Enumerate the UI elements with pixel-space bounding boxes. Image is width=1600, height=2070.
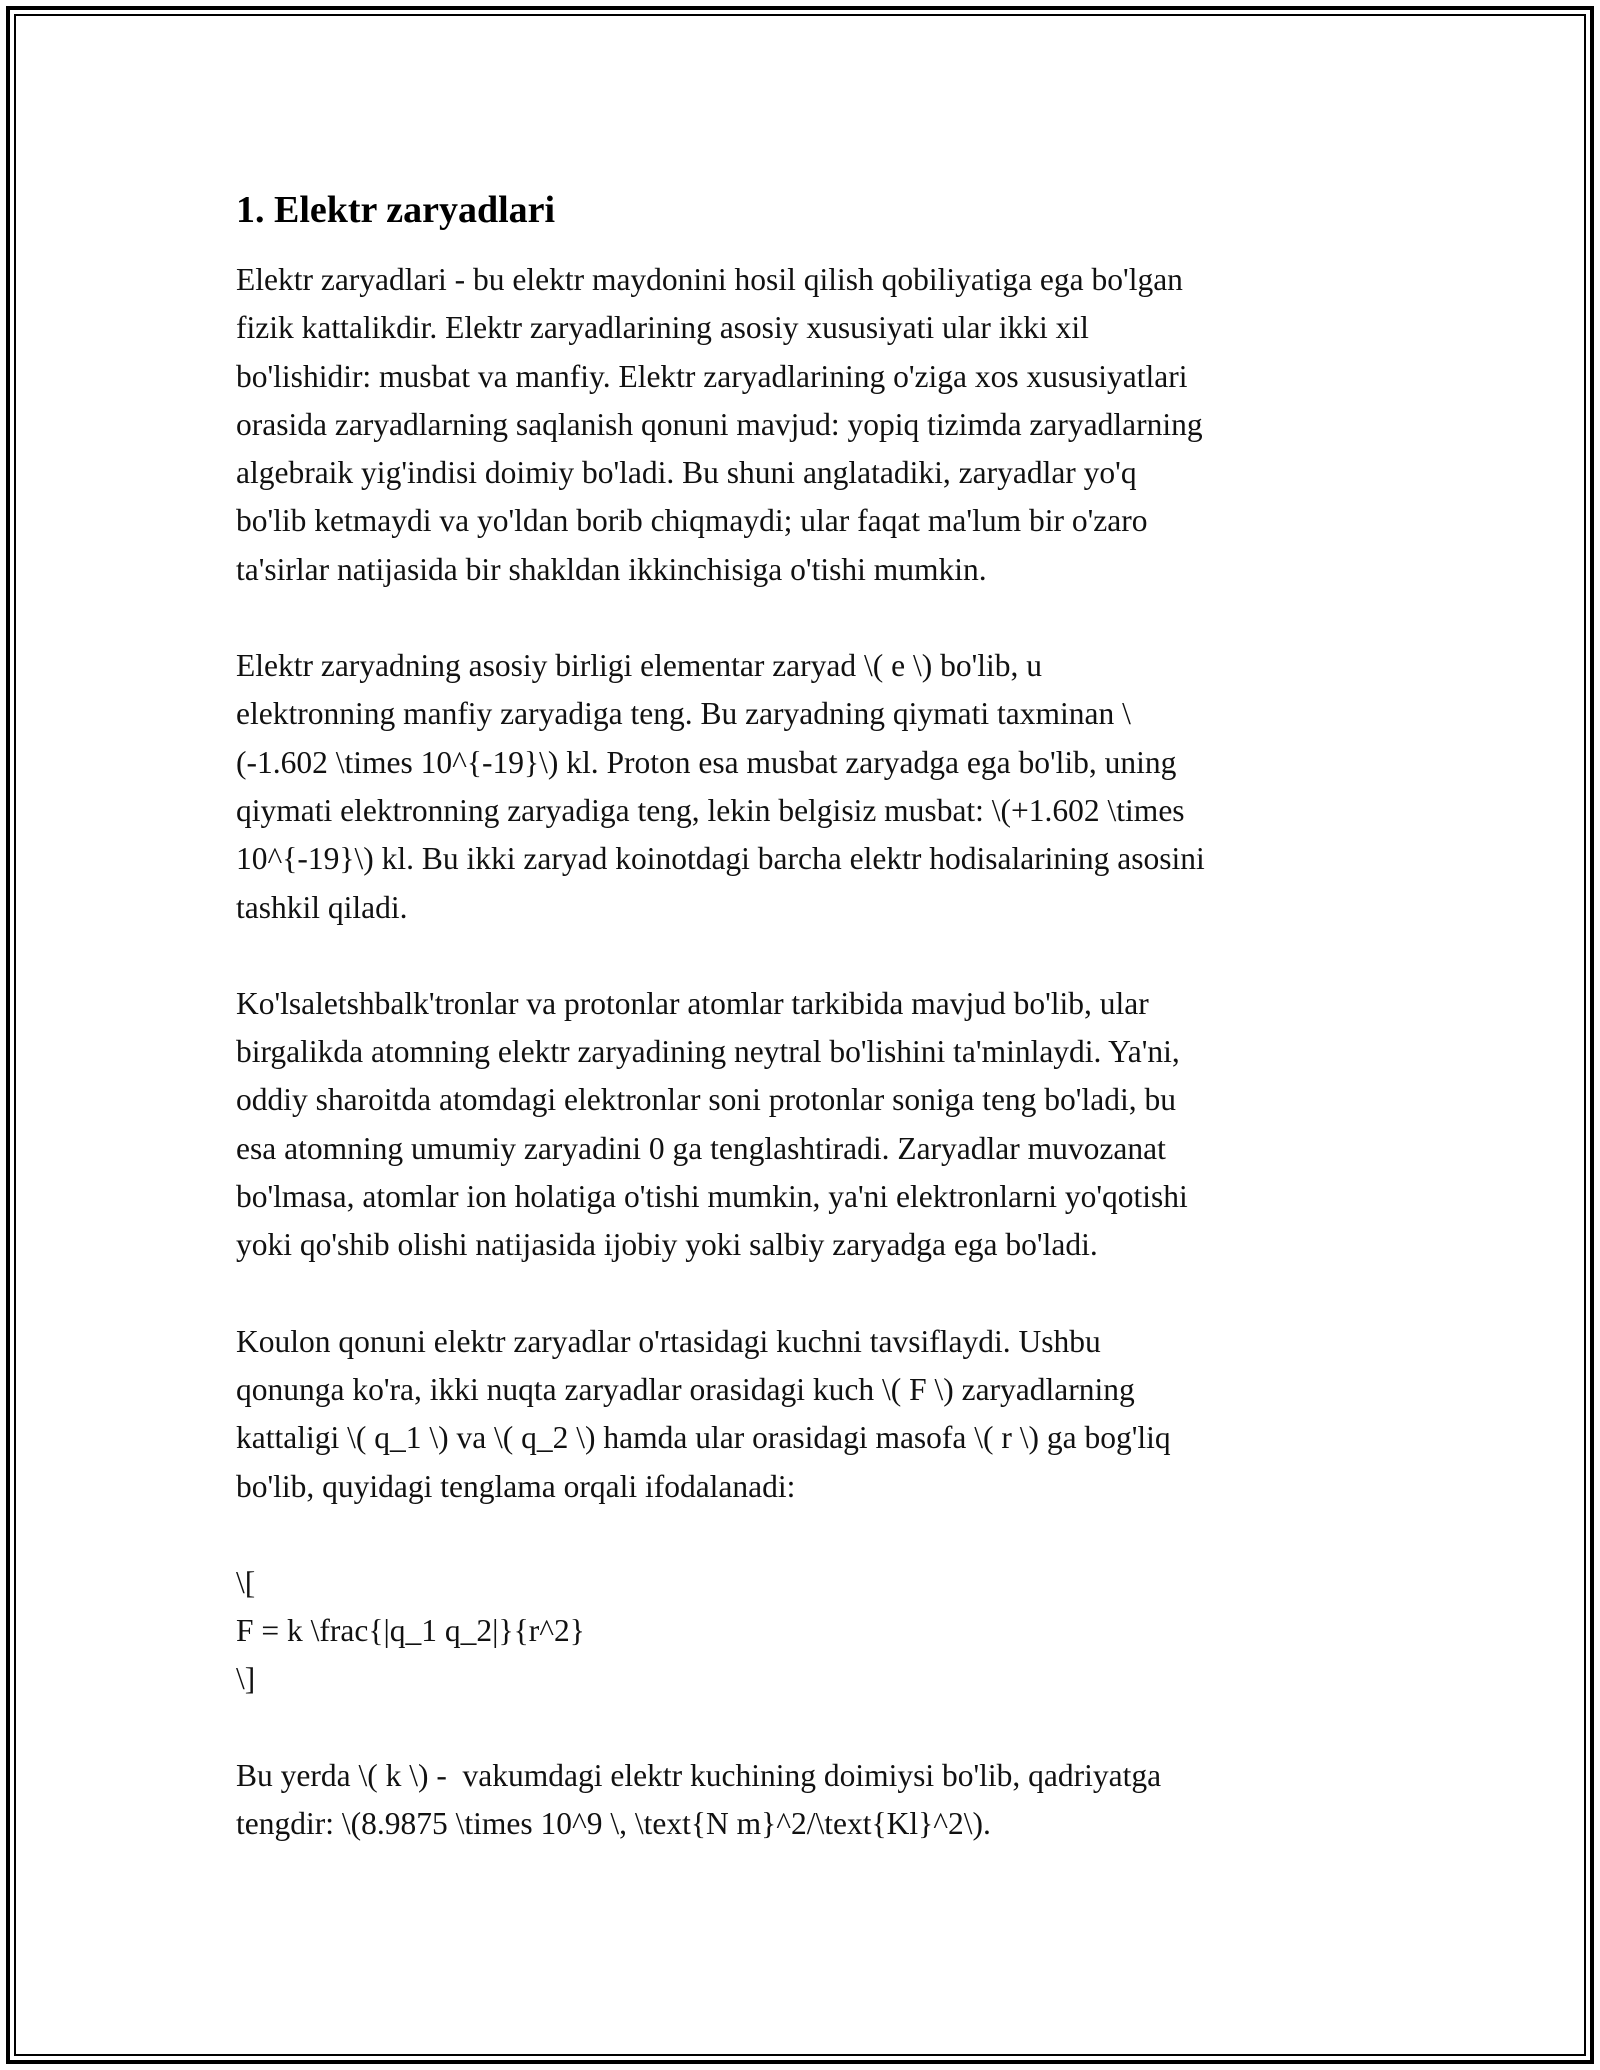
text-line: bo'lib, quyidagi tenglama orqali ifodalanadi: — [236, 1468, 796, 1504]
text-line: Elektr zaryadlari - bu elektr maydonini hosil qilish qobiliyatiga ega bo'lgan — [236, 262, 1183, 297]
text-line: Elektr zaryadning asosiy birligi elementar zaryad \( e \) bo'lib, u — [236, 648, 1043, 684]
text-line: tashkil qiladi. — [236, 889, 408, 925]
text-line: Bu yerda \( k \) - vakumdagi elektr kuchining doimiysi bo'lib, qadriyatga — [236, 1757, 1162, 1793]
paragraph-elementary-charge — [236, 642, 1366, 932]
equation-line: F = k \frac{|q_1 q_2|}{r^2} — [236, 1613, 585, 1649]
section-title: 1. Elektr zaryadlari — [236, 189, 556, 231]
text-line: tengdir: \(8.9875 \times 10^9 \, \text{N m}^2/\text{Kl}^2\). — [236, 1806, 991, 1842]
text-line: kattaligi \( q_1 \) va \( q_2 \) hamda ular orasidagi masofa \( r \) ga bog'liq — [236, 1420, 1171, 1456]
text-line: oddiy sharoitda atomdagi elektronlar soni protonlar soniga teng bo'ladi, bu — [236, 1082, 1176, 1118]
text-line: elektronning manfiy zaryadiga teng. Bu zaryadning qiymati taxminan \ — [236, 696, 1131, 732]
paragraph-constant — [236, 1752, 1366, 1849]
text-line: 10^{-19}\) kl. Bu ikki zaryad koinotdagi barcha elektr hodisalarining asosini — [236, 841, 1205, 877]
text-line: esa atomning umumiy zaryadini 0 ga tenglashtiradi. Zaryadlar muvozanat — [236, 1130, 1166, 1166]
equation-line: \[ — [236, 1564, 256, 1600]
text-line: ta'sirlar natijasida bir shakldan ikkinchisiga o'tishi mumkin. — [236, 551, 987, 587]
text-line: bo'lib ketmaydi va yo'ldan borib chiqmaydi; ular faqat ma'lum bir o'zaro — [236, 503, 1148, 539]
text-line: yoki qo'shib olishi natijasida ijobiy yoki salbiy zaryadga ega bo'ladi. — [236, 1227, 1098, 1263]
paragraph-definition — [236, 256, 1366, 594]
paragraph-coulomb-law — [236, 1318, 1366, 1511]
text-line: algebraik yig'indisi doimiy bo'ladi. Bu shuni anglatadiki, zaryadlar yo'q — [236, 455, 1137, 491]
text-line: (-1.602 \times 10^{-19}\) kl. Proton esa musbat zaryadga ega bo'lib, uning — [236, 744, 1177, 780]
text-line: bo'lishidir: musbat va manfiy. Elektr zaryadlarining o'ziga xos xususiyatlari — [236, 358, 1188, 394]
text-line: qonunga ko'ra, ikki nuqta zaryadlar orasidagi kuch \( F \) zaryadlarning — [236, 1371, 1135, 1407]
text-line: qiymati elektronning zaryadiga teng, lekin belgisiz musbat: \(+1.602 \times — [236, 792, 1185, 828]
text-line: fizik kattalikdir. Elektr zaryadlarining asosiy xususiyati ular ikki xil — [236, 310, 1089, 346]
text-line: Ko'lsaletshbalk'tronlar va protonlar atomlar tarkibida mavjud bo'lib, ular — [236, 985, 1149, 1021]
equation-block — [236, 1559, 1366, 1704]
text-line: orasida zaryadlarning saqlanish qonuni mavjud: yopiq tizimda zaryadlarning — [236, 406, 1203, 442]
text-line: Koulon qonuni elektr zaryadlar o'rtasidagi kuchni tavsiflaydi. Ushbu — [236, 1323, 1101, 1359]
document-body — [236, 186, 1366, 1896]
equation-line: \] — [236, 1661, 256, 1697]
text-line: birgalikda atomning elektr zaryadining neytral bo'lishini ta'minlaydi. Ya'ni, — [236, 1034, 1180, 1070]
text-line: bo'lmasa, atomlar ion holatiga o'tishi mumkin, ya'ni elektronlarni yo'qotishi — [236, 1179, 1188, 1215]
paragraph-atoms — [236, 980, 1366, 1270]
